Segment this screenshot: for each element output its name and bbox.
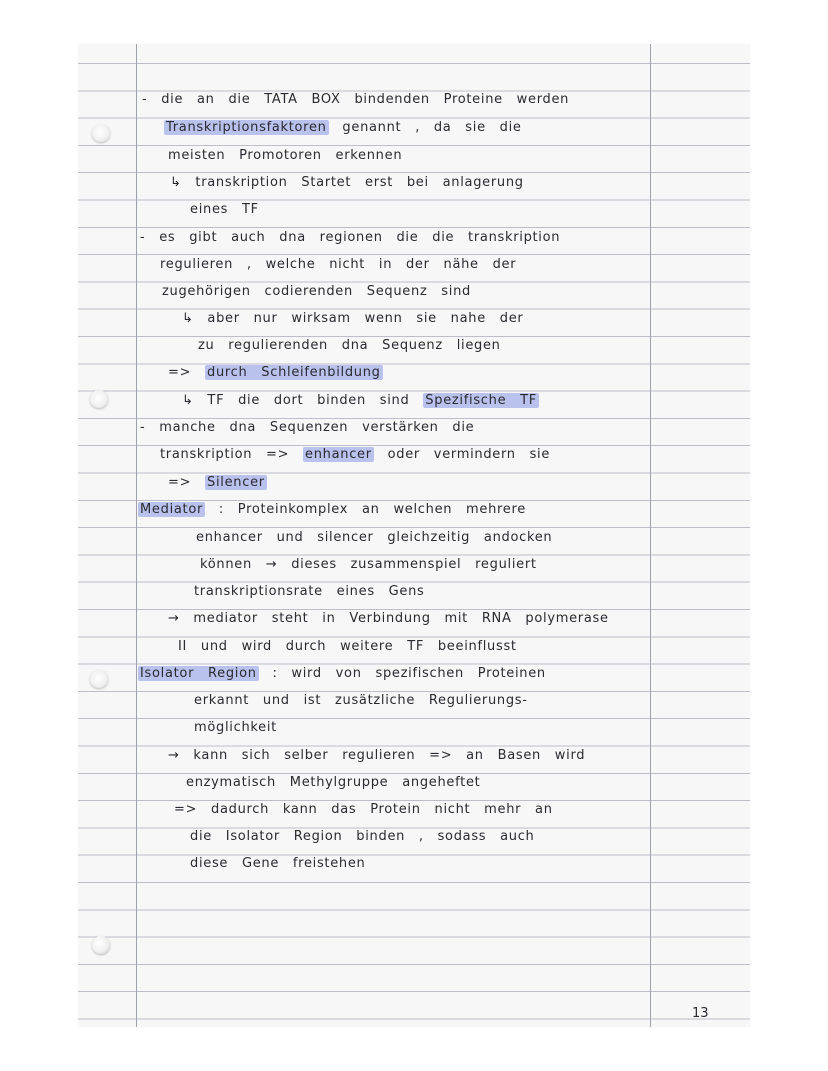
note-text: ↳ aber nur wirksam wenn sie nahe der: [182, 311, 524, 326]
note-line: [168, 475, 267, 491]
note-line: [200, 557, 537, 573]
note-line: [194, 693, 528, 709]
note-text: genannt , da sie die: [328, 120, 522, 135]
left-margin-line: [136, 44, 137, 1027]
note-text: : Proteinkomplex an welchen mehrere: [205, 502, 526, 517]
note-line: [196, 530, 552, 546]
note-text: ↳ transkription Startet erst bei anlagerung: [170, 175, 524, 190]
highlighted-term: enhancer: [305, 447, 372, 462]
note-text: möglichkeit: [194, 720, 277, 735]
note-text: eines TF: [190, 202, 259, 217]
note-line: [160, 447, 550, 463]
note-text: die Isolator Region binden , sodass auch: [190, 829, 535, 844]
note-line: [168, 748, 585, 764]
highlighted-term: Mediator: [140, 502, 204, 517]
punch-hole: [90, 390, 108, 408]
note-line: [170, 175, 524, 191]
notebook-page: [78, 44, 750, 1027]
note-line: [194, 584, 425, 600]
note-text: können → dieses zusammenspiel reguliert: [200, 557, 537, 572]
note-text: enzymatisch Methylgruppe angeheftet: [186, 775, 481, 790]
note-text: zugehörigen codierenden Sequenz sind: [162, 284, 471, 299]
note-text: transkriptionsrate eines Gens: [194, 584, 425, 599]
note-text: =>: [168, 365, 206, 380]
highlighted-term: Silencer: [207, 475, 265, 490]
note-text: → mediator steht in Verbindung mit RNA polymerase: [168, 611, 609, 626]
note-text: transkription =>: [160, 447, 304, 462]
note-text: - manche dna Sequenzen verstärken die: [140, 420, 475, 435]
note-line: [168, 365, 383, 381]
note-text: II und wird durch weitere TF beeinflusst: [178, 639, 517, 654]
note-text: - die an die TATA BOX bindenden Proteine werden: [142, 92, 570, 107]
right-margin-line: [650, 44, 651, 1027]
highlighted-term: Spezifische TF: [425, 393, 537, 408]
note-line: [168, 611, 609, 627]
note-text: erkannt und ist zusätzliche Regulierungs-: [194, 693, 528, 708]
note-line: [182, 393, 539, 409]
note-text: → kann sich selber regulieren => an Basen wird: [168, 748, 586, 763]
note-line: [174, 802, 553, 818]
note-line: [190, 829, 535, 845]
note-text: ↳ TF die dort binden sind: [182, 393, 424, 408]
note-line: [140, 230, 560, 246]
note-line: [194, 720, 277, 736]
punch-hole: [92, 936, 110, 954]
note-text: diese Gene freistehen: [190, 856, 366, 871]
note-line: [164, 120, 522, 136]
note-text: : wird von spezifischen Proteinen: [258, 666, 546, 681]
punch-hole: [90, 670, 108, 688]
note-line: [142, 92, 569, 108]
punch-hole: [92, 124, 110, 142]
note-text: zu regulierenden dna Sequenz liegen: [198, 338, 501, 353]
note-line: [178, 639, 517, 655]
note-text: oder vermindern sie: [373, 447, 551, 462]
note-text: => dadurch kann das Protein nicht mehr an: [174, 802, 553, 817]
page-number: 13: [692, 1006, 709, 1021]
note-line: [140, 420, 474, 436]
note-line: [162, 284, 471, 300]
note-line: [186, 775, 480, 791]
note-text: meisten Promotoren erkennen: [168, 148, 403, 163]
note-text: - es gibt auch dna regionen die die transkription: [140, 230, 561, 245]
note-line: [190, 856, 366, 872]
note-line: [138, 502, 526, 518]
highlighted-term: Isolator Region: [140, 666, 257, 681]
highlighted-term: durch Schleifenbildung: [207, 365, 381, 380]
note-line: [138, 666, 546, 682]
note-text: =>: [168, 475, 206, 490]
note-text: enhancer und silencer gleichzeitig andocken: [196, 530, 553, 545]
note-line: [198, 338, 501, 354]
note-line: [168, 148, 402, 164]
note-line: [160, 257, 516, 273]
note-line: [190, 202, 259, 218]
highlighted-term: Transkriptionsfaktoren: [166, 120, 327, 135]
note-line: [182, 311, 523, 327]
note-text: regulieren , welche nicht in der nähe der: [160, 257, 517, 272]
